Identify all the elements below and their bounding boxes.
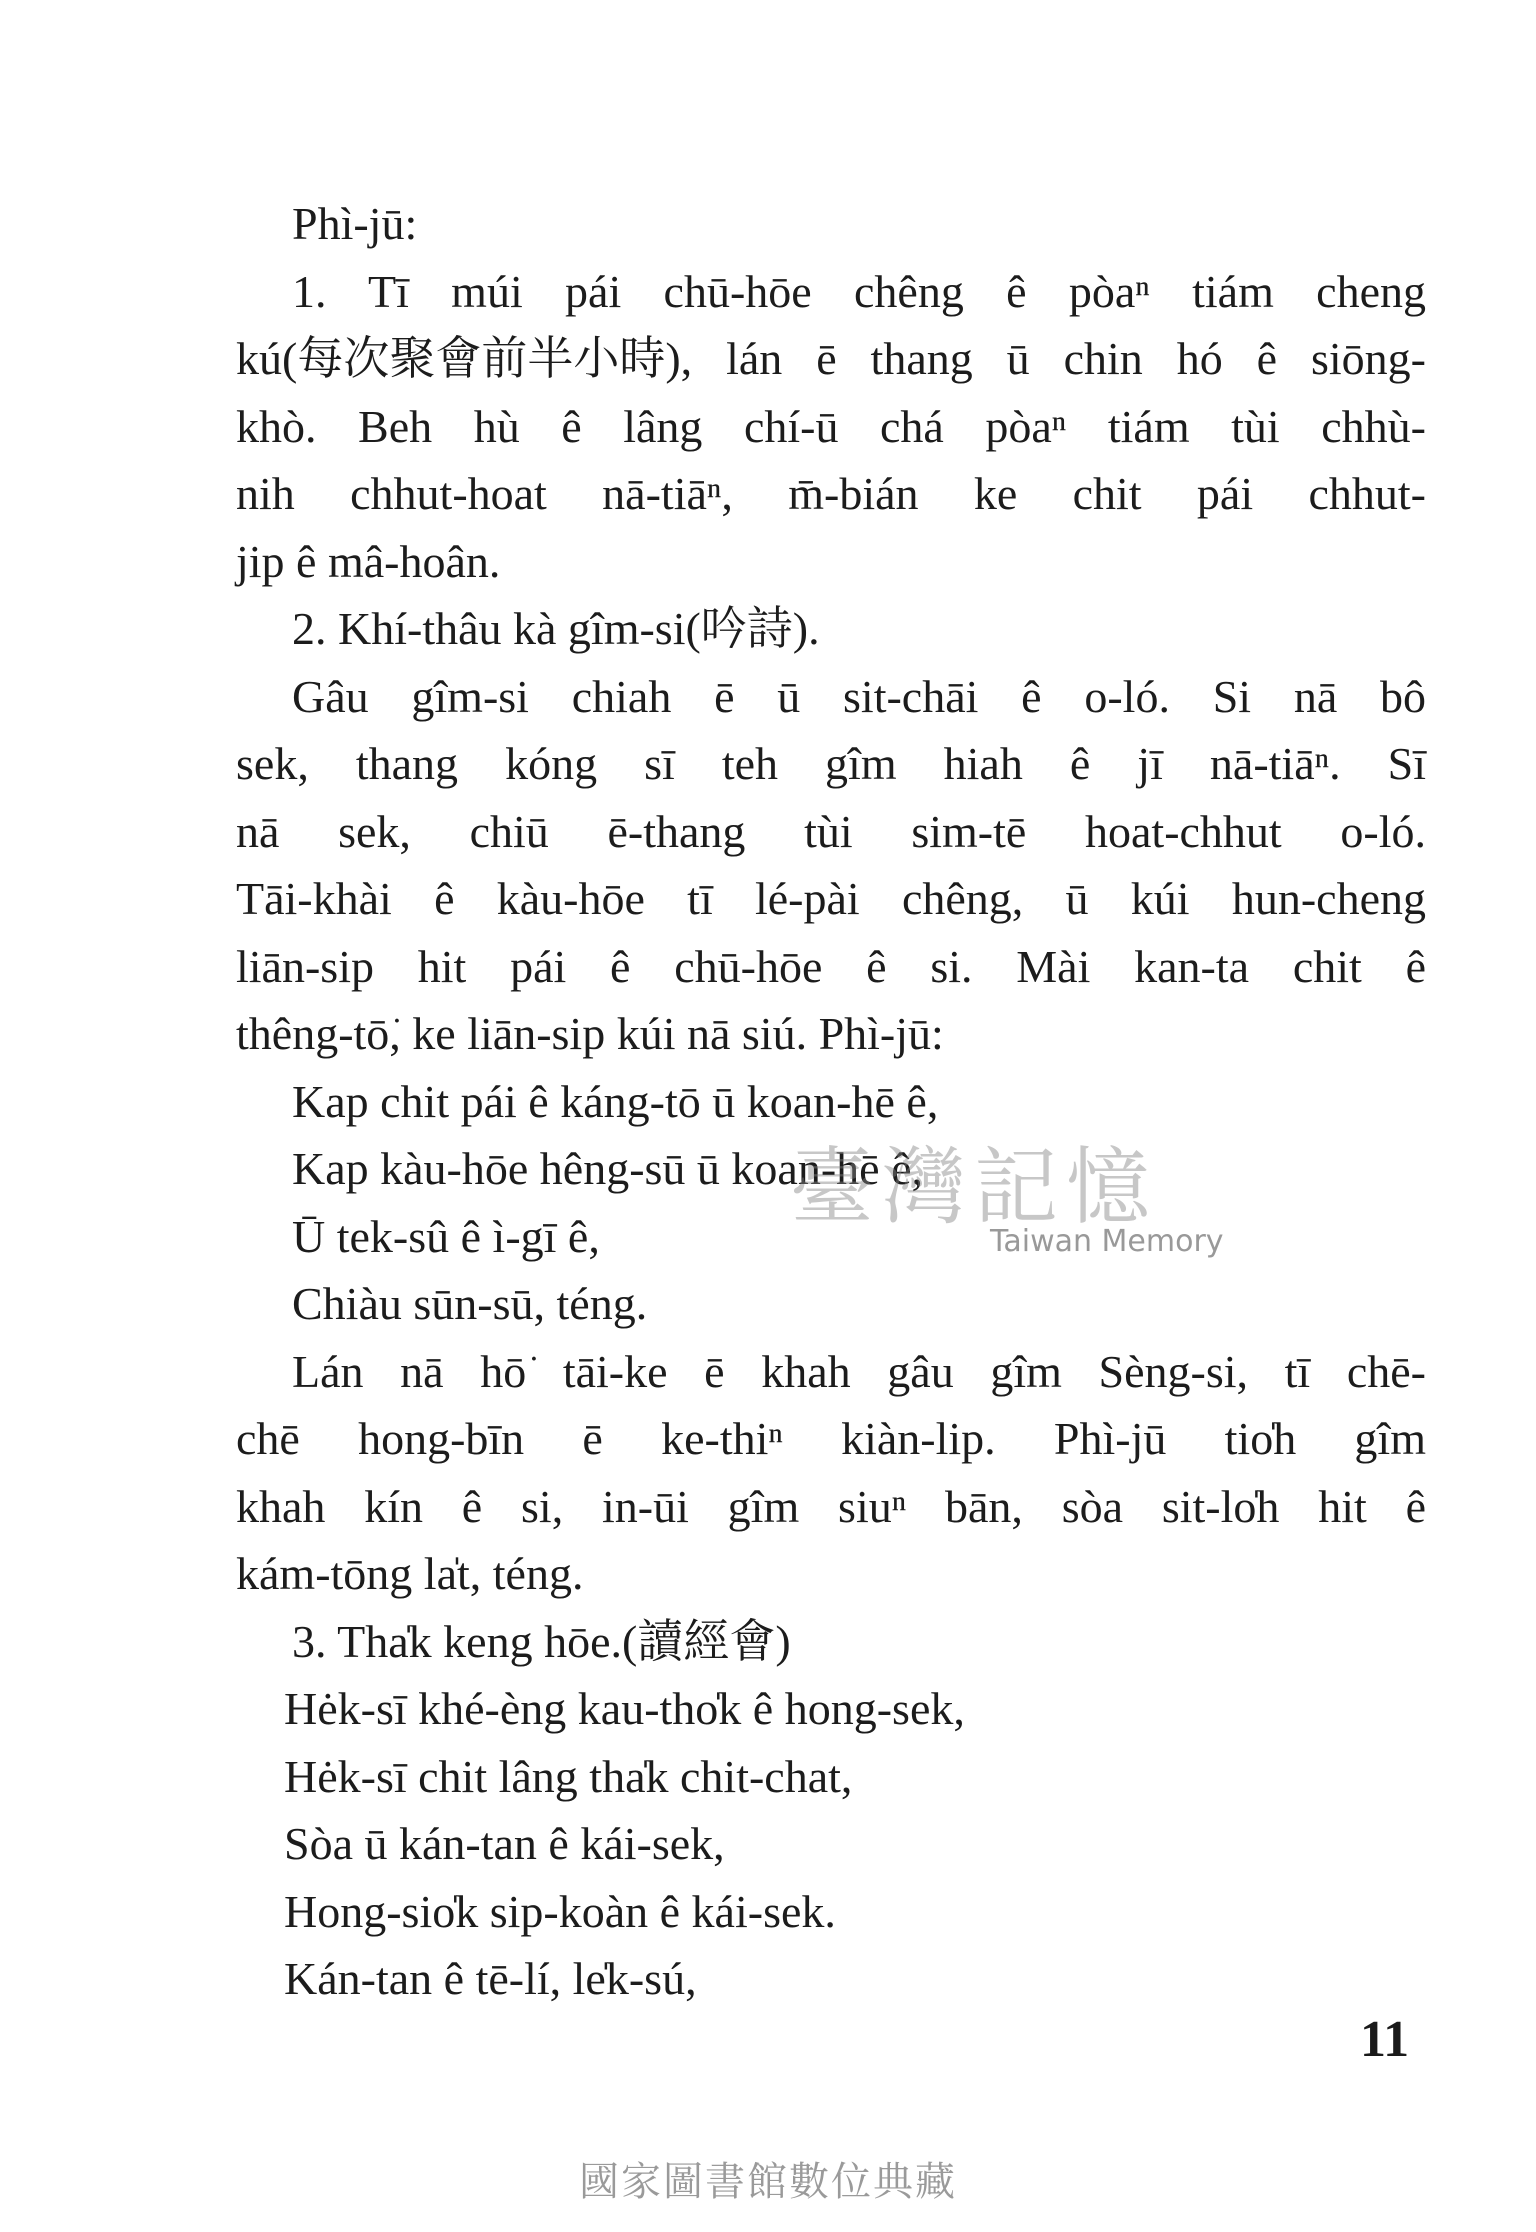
body-text — [236, 190, 1426, 2013]
watermark — [790, 1120, 1230, 1270]
page-number: 11 — [1360, 2011, 1410, 2068]
text-line: Lán nā hō͘ tāi-ke ē khah gâu gîm Sèng-si, tī chē- — [292, 1345, 1426, 1397]
watermark-english: Taiwan Memory — [990, 1224, 1224, 1259]
text-line: Tāi-khài ê kàu-hōe tī lé-pài chêng, ū kúi hun-cheng — [236, 873, 1426, 924]
text-line: 3. Tha̍k keng hōe.(讀經會) — [292, 1615, 791, 1667]
text-line: Kap kàu-hōe hêng-sū ū koan-hē ê, — [292, 1143, 923, 1194]
text-line: 1. Tī múi pái chū-hōe chêng ê pòaⁿ tiám cheng — [292, 265, 1426, 317]
text-line: jip ê mâ-hoân. — [236, 535, 501, 587]
text-line: khah kín ê si, in-ūi gîm siuⁿ bān, sòa sit-lo̍h hit ê — [236, 1480, 1426, 1532]
text-line: chē hong-bīn ē ke-thiⁿ kiàn-lip. Phì-jū tio̍h gîm — [236, 1413, 1426, 1464]
footer-credit: 國家圖書館數位典藏 — [579, 2159, 957, 2205]
text-line: kú(每次聚會前半小時), lán ē thang ū chin hó ê siōng- — [236, 333, 1426, 384]
text-line: Gâu gîm-si chiah ē ū sit-chāi ê o-ló. Si nā bô — [292, 670, 1426, 722]
text-line: Hėk-sī chit lâng tha̍k chit-chat, — [284, 1750, 853, 1802]
text-line: Ū tek-sû ê ì-gī ê, — [292, 1210, 600, 1262]
text-line: 2. Khí-thâu kà gîm-si(吟詩). — [292, 603, 820, 654]
text-line: Chiàu sūn-sū, téng. — [292, 1278, 648, 1329]
text-line: nih chhut-hoat nā-tiāⁿ, m̄-bián ke chit pái chhut- — [236, 468, 1426, 519]
text-line: liān-sip hit pái ê chū-hōe ê si. Mài kan-ta chit ê — [236, 940, 1426, 992]
text-line: kám-tōng la̍t, téng. — [236, 1548, 584, 1599]
text-line: Hong-sio̍k sip-koàn ê kái-sek. — [284, 1885, 836, 1937]
text-line: Kap chit pái ê káng-tō ū koan-hē ê, — [292, 1075, 939, 1127]
text-line: Phì-jū: — [292, 198, 418, 249]
text-line: sek, thang kóng sī teh gîm hiah ê jī nā-tiāⁿ. Sī — [236, 738, 1426, 789]
text-line: Kán-tan ê tē-lí, le̍k-sú, — [284, 1953, 697, 2004]
text-line: nā sek, chiū ē-thang tùi sim-tē hoat-chhut o-ló. — [236, 805, 1426, 857]
text-line: Sòa ū kán-tan ê kái-sek, — [284, 1818, 725, 1869]
text-line: Hėk-sī khé-èng kau-tho̍k ê hong-sek, — [284, 1683, 965, 1734]
text-line: khò. Beh hù ê lâng chí-ū chá pòaⁿ tiám tùi chhù- — [236, 400, 1426, 452]
watermark-chinese: 臺灣記憶 — [790, 1138, 1159, 1236]
text-line: thêng-tō͘, ke liān-sip kúi nā siú. Phì-jū: — [236, 1008, 944, 1059]
